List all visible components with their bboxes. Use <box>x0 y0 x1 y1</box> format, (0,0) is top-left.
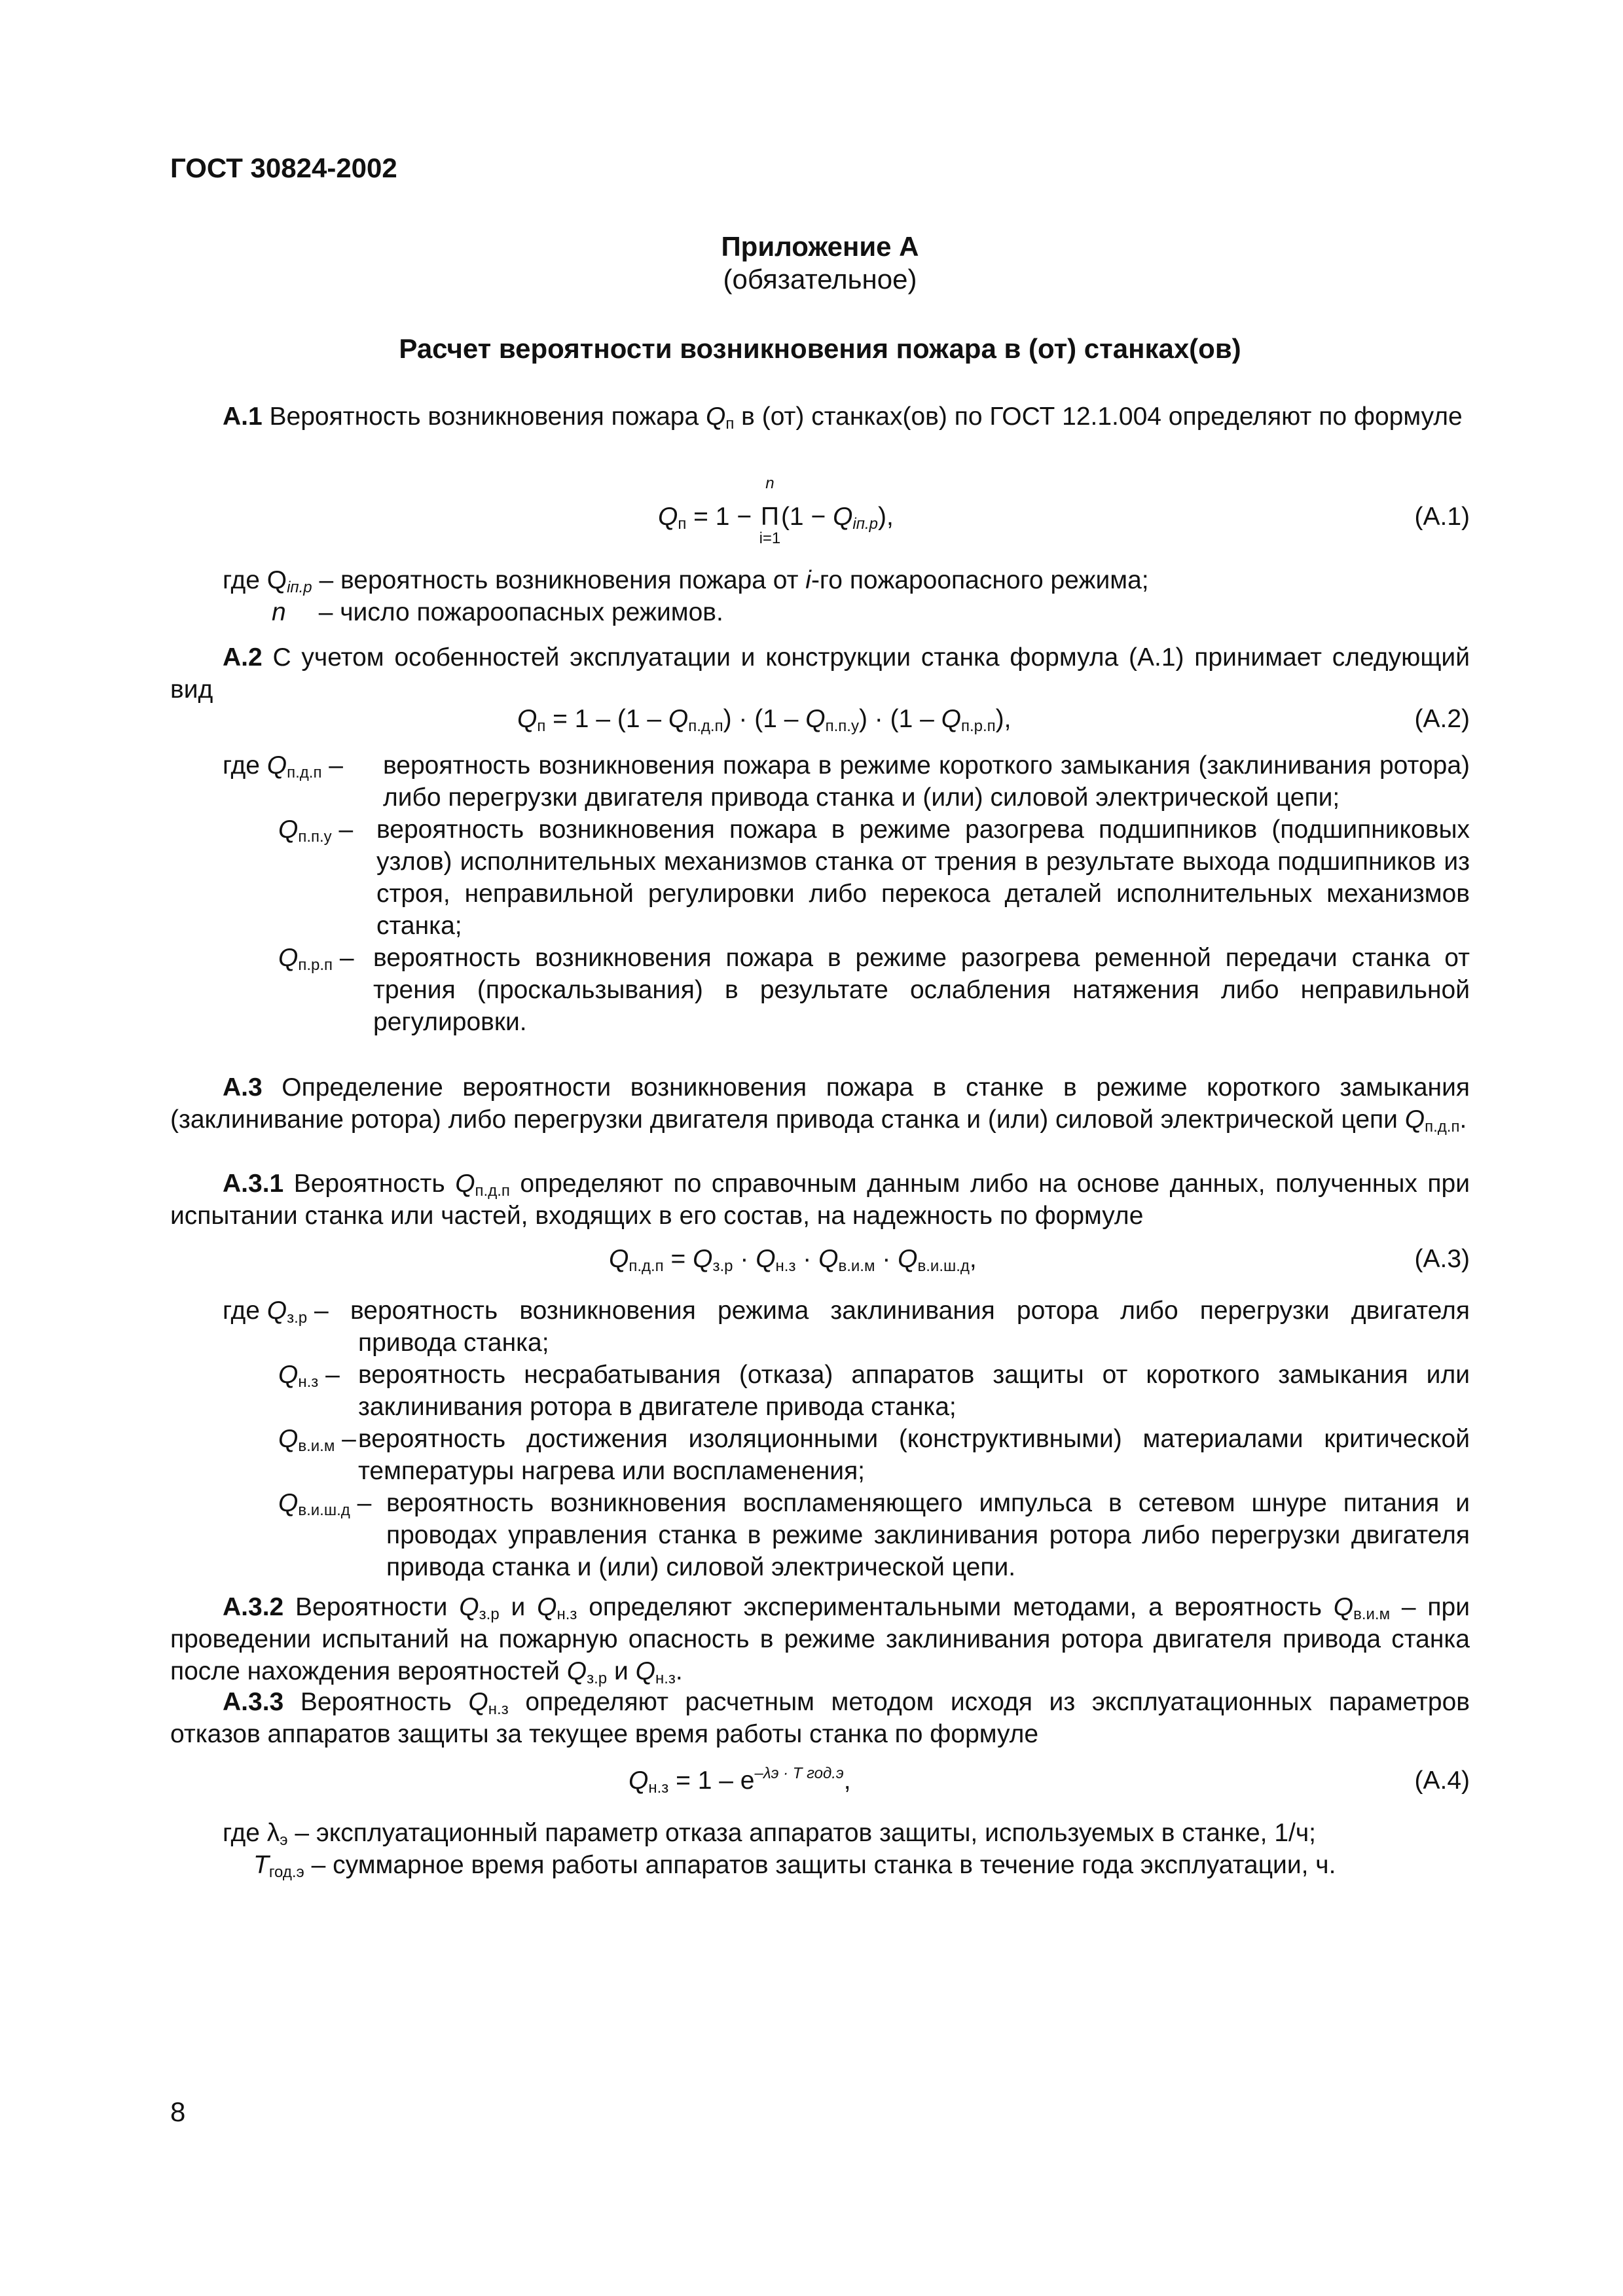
definition-item: $Q_{п.п.у}$ – вероятность возникновения пожара в режиме разогрева подшипников (подшипниковых узлов) исполнительных механизмов станка от трения в результате выхода подшипников из строя, неправильной регулировки либо перекоса деталей исполнительных механизмов станка; <box>278 816 1470 940</box>
formula-a2-definitions <box>223 749 1470 1038</box>
formula-a4: $Q_{н.з} = 1 - e^{-\lambda э \cdot T год.э}$, (А.4) <box>629 1765 1470 1797</box>
definition-item: $Q_{в.и.ш.д}$ – вероятность возникновения воспламеняющего импульса в сетевом шнуре питания и проводах управления станка в режиме заклинивания ротора либо перегрузки двигателя привода станка и (или) силовой электрической цепи. <box>278 1489 1470 1581</box>
paragraph-a2: А.2 С учетом особенностей эксплуатации и конструкции станка формула (А.1) принимает следующий вид <box>170 643 1470 704</box>
formula-a4-def-2: $T_{год.э}$ – суммарное время работы аппаратов защиты станка в течение года эксплуатации, ч. <box>253 1851 1336 1881</box>
definition-item: $Q_{в.и.м}$ – вероятность достижения изоляционными (конструктивными) материалами критической температуры нагрева или воспламенения; <box>278 1425 1470 1485</box>
formula-a1: $Q_п = 1$ − n Π i=1 $(1 - Q_{iп.р})$, (А.1) <box>658 475 1470 547</box>
definition-item: где $Q_{п.д.п}$ – вероятность возникновения пожара в режиме короткого замыкания (заклинивания ротора) либо перегрузки двигателя привода станка и (или) силовой электрической цепи; <box>223 751 1470 812</box>
definition-item: $Q_{н.з}$ – вероятность несрабатывания (отказа) аппаратов защиты от короткого замыкания или заклинивания ротора в двигателе привода станка; <box>278 1361 1470 1421</box>
formula-a2: $Q_п = 1 - (1 - Q_{п.д.п}) \cdot (1 - Q_{п.п.у}) \cdot (1 - Q_{п.р.п})$, (А.2) <box>170 703 1470 742</box>
formula-number: (А.3) <box>1414 1245 1470 1273</box>
formula-a1-def-2: n – число пожароопасных режимов. <box>272 598 723 626</box>
formula-a4-def-1: где $\lambda_э$ – эксплуатационный параметр отказа аппаратов защиты, используемых в станке, 1/ч; <box>223 1819 1317 1849</box>
appendix-subtitle: (обязательное) <box>723 264 917 295</box>
paragraph-a3: А.3 Определение вероятности возникновения пожара в станке в режиме короткого замыкания (заклинивание ротора) либо перегрузки двигателя привода станка и (или) силовой электрической цепи $Q_{п.д.п}$. <box>170 1073 1470 1136</box>
formula-a3: $Q_{п.д.п} = Q_{з.р} \cdot Q_{н.з} \cdot Q_{в.и.м} \cdot Q_{в.и.ш.д}$, (А.3) <box>170 1243 1470 1282</box>
formula-number: (А.2) <box>1414 705 1470 733</box>
formula-number: (А.1) <box>1414 503 1470 531</box>
document-id: ГОСТ 30824-2002 <box>170 152 397 183</box>
section-title: Расчет вероятности возникновения пожара в (от) станках(ов) <box>399 333 1241 364</box>
formula-a3-definitions <box>223 1295 1470 1583</box>
formula-a1-def-1: где $Q_{iп.р}$ – вероятность возникновения пожара от i-го пожароопасного режима; <box>223 566 1149 596</box>
definition-item: $Q_{п.р.п}$ – вероятность возникновения пожара в режиме разогрева ременной передачи станка от трения (проскальзывания) в результате ослабления натяжения либо неправильной регулировки. <box>278 944 1470 1036</box>
paragraph-a3-3: А.3.3 Вероятность $Q_{н.з}$ определяют расчетным методом исходя из эксплуатационных параметров отказов аппаратов защиты за текущее время работы станка по формуле <box>170 1688 1470 1748</box>
paragraph-a1: А.1 Вероятность возникновения пожара $Q_п$ в (от) станках(ов) по ГОСТ 12.1.004 определяют по формуле <box>223 403 1463 433</box>
paragraph-a3-1: А.3.1 Вероятность $Q_{п.д.п}$ определяют по справочным данным либо на основе данных, полученных при испытании станка или частей, входящих в его состав, на надежность по формуле <box>170 1170 1470 1230</box>
definition-item: где $Q_{з.р}$ – вероятность возникновения режима заклинивания ротора либо перегрузки двигателя привода станка; <box>223 1297 1470 1357</box>
paragraph-a3-2: А.3.2 Вероятности $Q_{з.р}$ и $Q_{н.з}$ определяют экспериментальными методами, а вероятность $Q_{в.и.м}$ – при проведении испытаний на пожарную опасность в режиме заклинивания ротора двигателя привода станка после нахождения вероятностей $Q_{з.р}$ и $Q_{н.з}$. <box>170 1593 1470 1687</box>
page-number: 8 <box>170 2096 186 2127</box>
appendix-title: Приложение А <box>721 231 919 262</box>
formula-number: (А.4) <box>1414 1767 1470 1795</box>
